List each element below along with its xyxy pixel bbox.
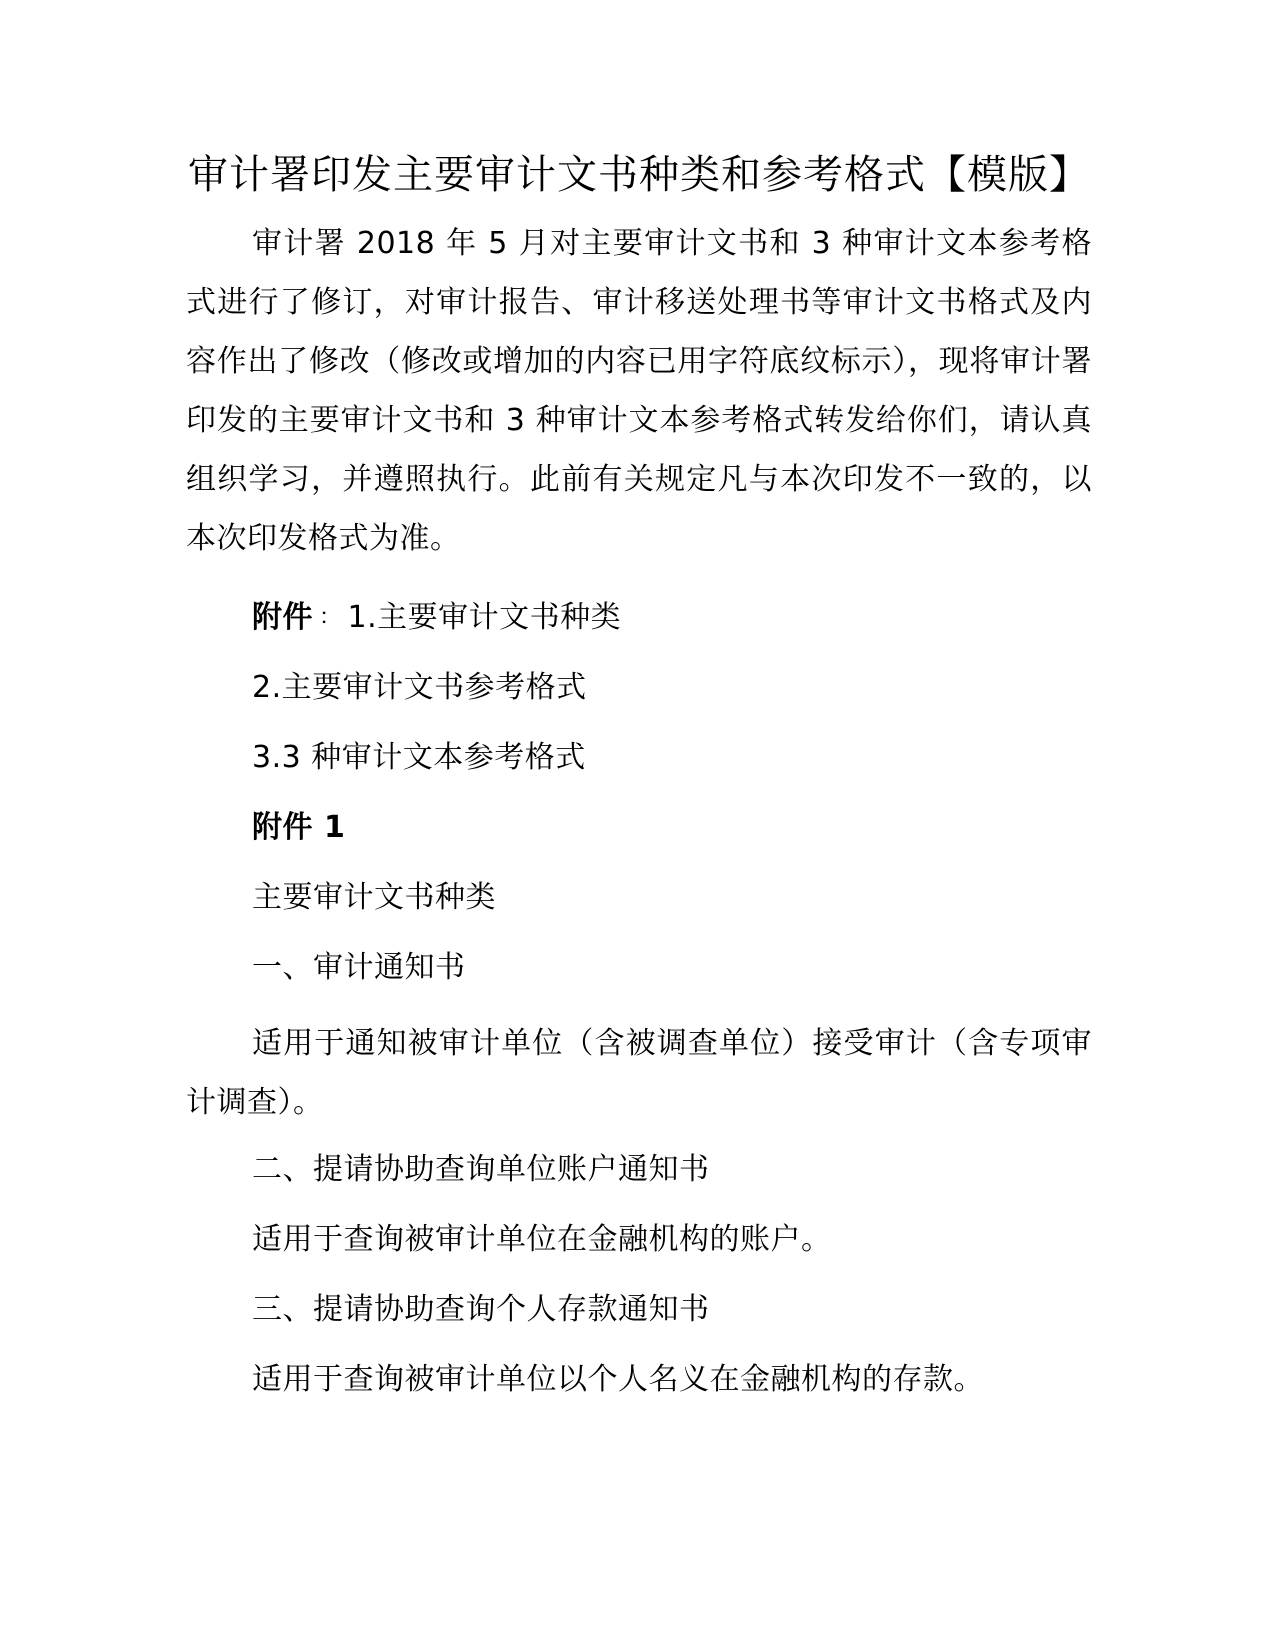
section-body-3: 适用于查询被审计单位以个人名义在金融机构的存款。 [252,1362,984,1397]
attachment-item-2: 2.主要审计文书参考格式 [252,670,587,705]
attachments-separator: ： [319,605,342,630]
attachment1-heading: 附件 1 [252,810,346,845]
document-title: 审计署印发主要审计文书种类和参考格式【模版】 [188,152,1090,198]
attachment-item-3: 3.3 种审计文本参考格式 [252,740,586,775]
attachment1-title: 主要审计文书种类 [252,880,496,915]
section-heading-1: 一、审计通知书 [252,950,466,985]
section-body-2: 适用于查询被审计单位在金融机构的账户。 [252,1222,832,1257]
attachments-line [186,598,1092,638]
document-page [186,145,1092,1400]
section-heading-2: 二、提请协助查询单位账户通知书 [252,1152,710,1187]
attachments-label: 附件 [252,600,313,635]
attachment-item-1: 1.主要审计文书种类 [347,600,622,635]
section-heading-3: 三、提请协助查询个人存款通知书 [252,1292,710,1327]
section-body-1: 适用于通知被审计单位（含被调查单位）接受审计（含专项审计调查）。 [186,1026,1092,1120]
intro-paragraph: 审计署 2018 年 5 月对主要审计文书和 3 种审计文本参考格式进行了修订，对审计报告、审计移送处理书等审计文书格式及内容作出了修改（修改或增加的内容已用字符底纹标示），现将审计署印发的主要审计文书和 3 种审计文本参考格式转发给你们，请认真组织学习，并遵照执行。此前有关规定凡与本次印发不一致的，以本次印发格式为准。 [186,226,1092,556]
